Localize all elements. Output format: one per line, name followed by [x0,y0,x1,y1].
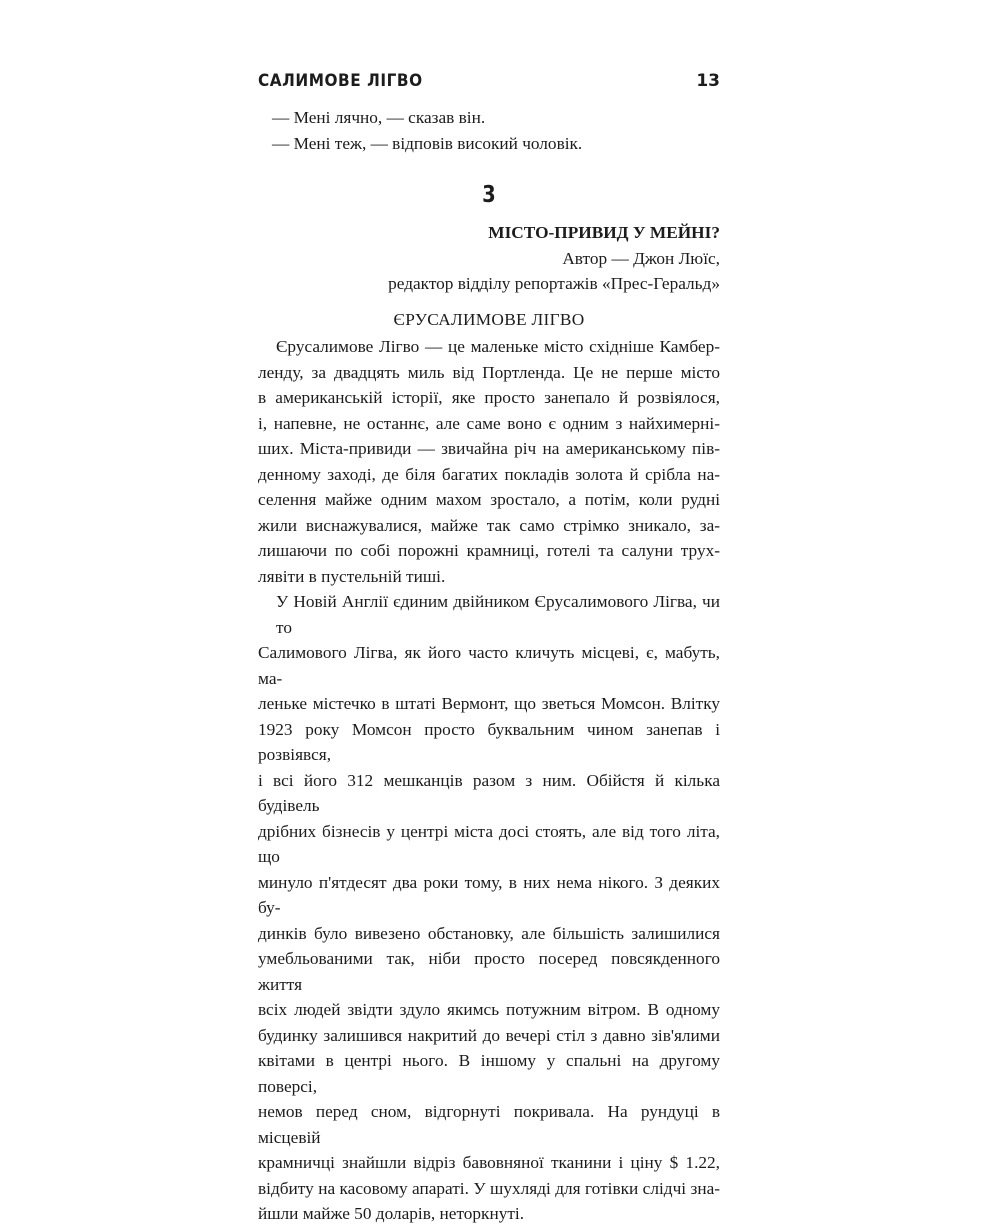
page-number: 13 [696,71,720,91]
text-line: селення майже одним махом зростало, а потім, коли рудні [258,490,720,509]
text-line: немов перед сном, відгорнуті покривала. На рундуці в місцевій [258,1102,720,1147]
section-title: ЄРУСАЛИМОВЕ ЛІГВО [393,309,585,329]
text-line: динків було вивезено обстановку, але більшість залишилися [258,923,720,943]
paragraph [258,334,720,589]
text-line: У Новій Англії єдиним двійником Єрусалимового Лігва, чи то [276,592,720,637]
text-line: йшли майже 50 доларів, неторкнуті. [258,1204,525,1223]
article-byline-role: редактор відділу репортажів «Прес-Геральд» [388,274,720,293]
dialogue-line: — Мені теж, — відповів високий чоловік. [272,133,583,153]
text-line: відбиту на касовому апараті. У шухляді для готівки слідчі зна- [258,1178,720,1198]
text-line: в американській історії, яке просто занепало й розвіялося, [258,388,720,407]
text-line: жили виснажувалися, майже так само стрімко зникало, за- [258,515,720,535]
text-line: денному заході, де біля багатих покладів золота й срібла на- [258,464,720,484]
text-line: будинку залишився накритий до вечері стіл з давно зів'ялими [258,1025,720,1045]
text-line: Єрусалимове Лігво — це маленьке місто східніше Камбер- [276,337,720,356]
dialogue-line: — Мені лячно, — сказав він. [272,108,486,127]
text-line: леньке містечко в штаті Вермонт, що зветься Момсон. Влітку [258,694,720,713]
chapter-number: 3 [482,182,496,208]
article-title: МІСТО-ПРИВИД У МЕЙНІ? [488,223,720,242]
text-line: всіх людей звідти здуло якимсь потужним вітром. В одному [258,1000,720,1019]
text-line: ших. Міста-привиди — звичайна річ на американському пів- [258,439,720,458]
text-line: лишаючи по собі порожні крамниці, готелі та салуни трух- [258,541,720,560]
article-byline-author: Автор — Джон Люїс, [562,248,720,268]
running-title: САЛИМОВЕ ЛІГВО [258,71,423,91]
text-line: минуло п'ятдесят два роки тому, в них нема нікого. З деяких бу- [258,872,720,917]
text-line: і всі його 312 мешканців разом з ним. Обійстя й кілька будівель [258,770,720,815]
text-line: ленду, за двадцять миль від Портленда. Це не перше місто [258,362,720,382]
text-line: умебльованими так, ніби просто посеред повсякденного життя [258,949,720,994]
text-line: квітами в центрі нього. В іншому у спальні на другому поверсі, [258,1051,720,1096]
text-line: і, напевне, не останнє, але саме воно є одним з найхимерні- [258,413,720,433]
paragraph [258,589,720,1227]
text-line: крамничці знайшли відріз бавовняної тканини і ціну $ 1.22, [258,1153,720,1172]
text-line: дрібних бізнесів у центрі міста досі стоять, але від того літа, що [258,821,720,866]
page-body [258,105,720,1227]
text-line: 1923 року Момсон просто буквальним чином занепав і розвіявся, [258,719,720,764]
text-line: лявіти в пустельній тиші. [258,566,446,586]
text-line: Салимового Лігва, як його часто кличуть місцеві, є, мабуть, ма- [258,643,720,688]
